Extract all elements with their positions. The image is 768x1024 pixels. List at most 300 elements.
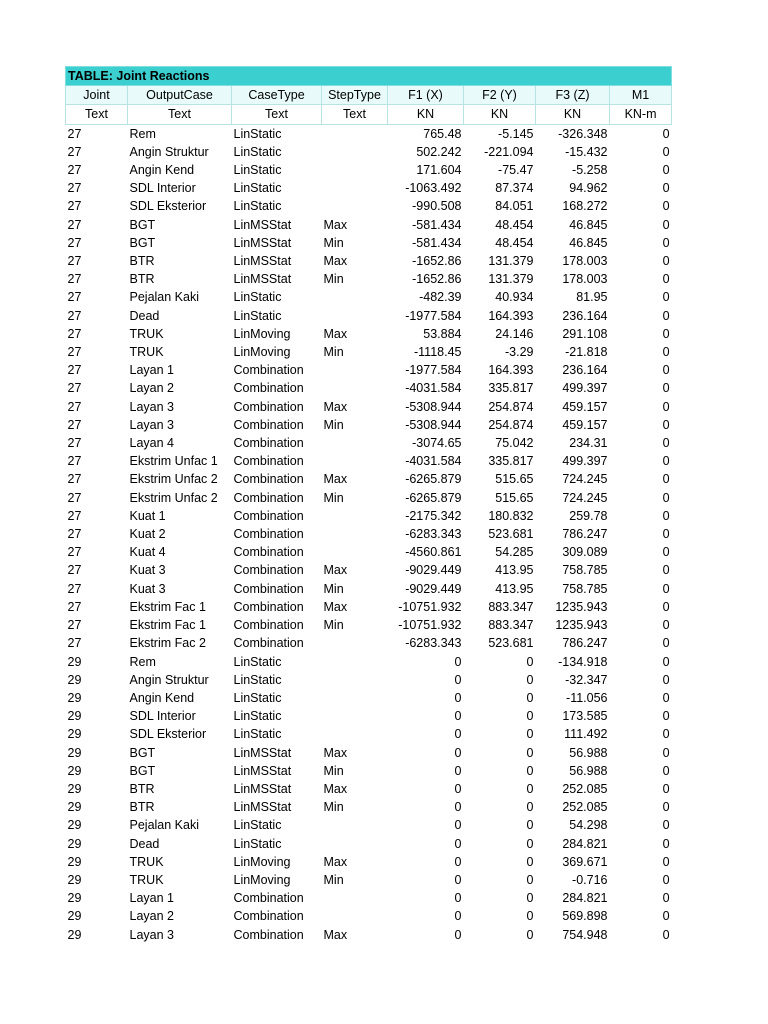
cell-f2-y: 0 [526, 781, 534, 796]
cell-output-case: BTR [129, 272, 155, 287]
cell-f2-y: 515.65 [495, 472, 534, 487]
cell-m1: 0 [662, 326, 670, 341]
cell-m1: 0 [662, 581, 670, 596]
cell-joint: 27 [67, 472, 82, 487]
cell-f3-z: -32.347 [565, 672, 608, 687]
cell-m1: 0 [662, 727, 670, 742]
cell-case-type: LinStatic [233, 181, 282, 196]
cell-output-case: SDL Eksterior [129, 199, 207, 214]
table-row [66, 798, 672, 816]
table-row [66, 434, 672, 452]
table-row [66, 853, 672, 871]
cell-m1: 0 [662, 618, 670, 633]
cell-step-type [322, 907, 388, 925]
cell-joint: 27 [67, 399, 82, 414]
cell-m1: 0 [662, 818, 670, 833]
cell-m1: 0 [662, 854, 670, 869]
cell-m1: 0 [662, 363, 670, 378]
cell-f2-y: 54.285 [495, 545, 534, 560]
cell-f1-x: -4031.584 [405, 454, 462, 469]
cell-f1-x: 0 [454, 672, 462, 687]
cell-f3-z: 252.085 [562, 781, 608, 796]
cell-output-case: BGT [129, 235, 156, 250]
cell-f2-y: 48.454 [495, 235, 534, 250]
cell-f2-y: 0 [526, 854, 534, 869]
column-header-f3-z: F3 (Z) [536, 86, 610, 105]
cell-joint: 27 [67, 381, 82, 396]
cell-f1-x: 53.884 [423, 326, 462, 341]
cell-m1: 0 [662, 472, 670, 487]
cell-case-type: Combination [233, 508, 304, 523]
cell-f1-x: 0 [454, 909, 462, 924]
cell-f3-z: 758.785 [562, 563, 608, 578]
cell-case-type: Combination [233, 618, 304, 633]
cell-output-case: BGT [129, 217, 156, 232]
cell-f3-z: 111.492 [564, 727, 608, 742]
cell-joint: 27 [67, 199, 82, 214]
table-row [66, 525, 672, 543]
cell-step-type: Min [323, 618, 344, 633]
table-row [66, 598, 672, 616]
cell-f3-z: -326.348 [558, 126, 608, 141]
cell-step-type: Min [323, 581, 344, 596]
cell-m1: 0 [662, 181, 670, 196]
cell-step-type [322, 835, 388, 853]
cell-joint: 27 [67, 436, 82, 451]
cell-f3-z: -15.432 [565, 144, 608, 159]
cell-m1: 0 [662, 235, 670, 250]
cell-joint: 27 [67, 417, 82, 432]
cell-m1: 0 [662, 654, 670, 669]
cell-joint: 29 [67, 709, 82, 724]
cell-joint: 27 [67, 618, 82, 633]
cell-f2-y: -5.145 [498, 126, 534, 141]
cell-step-type [322, 124, 388, 143]
cell-joint: 27 [67, 181, 82, 196]
cell-f2-y: 0 [526, 872, 534, 887]
cell-output-case: Rem [129, 654, 156, 669]
cell-case-type: LinMoving [233, 326, 291, 341]
cell-output-case: TRUK [129, 345, 164, 360]
cell-case-type: Combination [233, 891, 304, 906]
cell-f2-y: 0 [526, 891, 534, 906]
cell-joint: 27 [67, 163, 82, 178]
cell-f1-x: 0 [454, 727, 462, 742]
cell-joint: 29 [67, 690, 82, 705]
cell-f2-y: 0 [526, 690, 534, 705]
cell-output-case: BTR [129, 800, 155, 815]
cell-output-case: BGT [129, 745, 156, 760]
cell-m1: 0 [662, 690, 670, 705]
cell-output-case: SDL Interior [129, 181, 196, 196]
table-row [66, 926, 672, 944]
cell-m1: 0 [662, 891, 670, 906]
cell-output-case: Layan 3 [129, 399, 174, 414]
cell-output-case: Angin Kend [129, 163, 195, 178]
cell-f2-y: 0 [526, 709, 534, 724]
cell-m1: 0 [662, 636, 670, 651]
cell-f2-y: 87.374 [495, 181, 534, 196]
cell-m1: 0 [662, 508, 670, 523]
cell-f3-z: 178.003 [562, 272, 608, 287]
unit-header-step-type: Text [322, 105, 388, 124]
cell-f2-y: 0 [526, 927, 534, 942]
cell-f3-z: 168.272 [562, 199, 608, 214]
cell-f3-z: 46.845 [569, 235, 608, 250]
cell-f2-y: 0 [526, 672, 534, 687]
cell-f1-x: -6265.879 [405, 472, 462, 487]
cell-f3-z: 758.785 [562, 581, 608, 596]
cell-f1-x: -2175.342 [405, 508, 462, 523]
cell-f3-z: 1235.943 [555, 618, 608, 633]
cell-joint: 27 [67, 527, 82, 542]
cell-output-case: Ekstrim Fac 1 [129, 599, 206, 614]
cell-f3-z: -21.818 [565, 345, 608, 360]
cell-output-case: Layan 4 [129, 436, 174, 451]
table-row [66, 234, 672, 252]
table-row [66, 689, 672, 707]
cell-f1-x: -482.39 [419, 290, 462, 305]
cell-output-case: Kuat 3 [129, 563, 166, 578]
cell-f3-z: 284.821 [562, 891, 608, 906]
cell-step-type [322, 653, 388, 671]
cell-m1: 0 [662, 163, 670, 178]
cell-f2-y: 413.95 [495, 563, 534, 578]
cell-f3-z: -5.258 [572, 163, 608, 178]
cell-case-type: LinMSStat [233, 235, 292, 250]
cell-f1-x: -9029.449 [405, 581, 462, 596]
cell-case-type: Combination [233, 399, 304, 414]
cell-f1-x: 0 [454, 745, 462, 760]
cell-output-case: SDL Interior [129, 709, 196, 724]
joint-reactions-table [65, 66, 672, 944]
cell-step-type [322, 288, 388, 306]
cell-f1-x: 0 [454, 690, 462, 705]
cell-step-type [322, 543, 388, 561]
cell-f1-x: 0 [454, 854, 462, 869]
table-row [66, 270, 672, 288]
cell-output-case: Ekstrim Fac 1 [129, 618, 206, 633]
cell-case-type: Combination [233, 636, 304, 651]
cell-case-type: Combination [233, 545, 304, 560]
cell-m1: 0 [662, 254, 670, 269]
cell-step-type: Min [323, 490, 344, 505]
table-row [66, 816, 672, 834]
table-row [66, 361, 672, 379]
cell-m1: 0 [662, 763, 670, 778]
cell-m1: 0 [662, 800, 670, 815]
cell-m1: 0 [662, 745, 670, 760]
cell-output-case: Kuat 4 [129, 545, 166, 560]
cell-joint: 27 [67, 217, 82, 232]
cell-m1: 0 [662, 144, 670, 159]
cell-step-type: Max [323, 781, 348, 796]
cell-f2-y: 335.817 [488, 454, 534, 469]
cell-f1-x: -3074.65 [412, 436, 462, 451]
cell-case-type: LinStatic [233, 818, 282, 833]
table-row [66, 124, 672, 143]
table-row [66, 398, 672, 416]
cell-step-type: Max [323, 927, 348, 942]
cell-output-case: Layan 2 [129, 381, 174, 396]
cell-joint: 29 [67, 745, 82, 760]
cell-step-type [322, 725, 388, 743]
cell-case-type: Combination [233, 454, 304, 469]
cell-f2-y: 0 [526, 745, 534, 760]
unit-header-f1-x: KN [388, 105, 464, 124]
cell-step-type: Min [323, 272, 344, 287]
unit-header-row [66, 105, 672, 124]
column-header-output-case: OutputCase [128, 86, 232, 105]
cell-output-case: BTR [129, 781, 155, 796]
cell-m1: 0 [662, 417, 670, 432]
cell-output-case: Ekstrim Unfac 1 [129, 454, 218, 469]
cell-case-type: Combination [233, 927, 304, 942]
cell-m1: 0 [662, 599, 670, 614]
cell-case-type: LinMoving [233, 345, 291, 360]
cell-joint: 29 [67, 781, 82, 796]
cell-joint: 27 [67, 126, 82, 141]
table-row [66, 325, 672, 343]
cell-m1: 0 [662, 436, 670, 451]
cell-f2-y: 131.379 [488, 272, 534, 287]
cell-f3-z: 54.298 [569, 818, 608, 833]
cell-step-type [322, 307, 388, 325]
table-row [66, 871, 672, 889]
cell-f1-x: 0 [454, 654, 462, 669]
cell-m1: 0 [662, 545, 670, 560]
cell-f3-z: 94.962 [569, 181, 608, 196]
cell-case-type: LinStatic [233, 709, 282, 724]
cell-output-case: Pejalan Kaki [129, 818, 199, 833]
cell-step-type [322, 434, 388, 452]
cell-step-type: Max [323, 745, 348, 760]
column-header-f1-x: F1 (X) [388, 86, 464, 105]
cell-f2-y: 0 [526, 654, 534, 669]
cell-case-type: LinMSStat [233, 745, 292, 760]
table-row [66, 707, 672, 725]
cell-output-case: SDL Eksterior [129, 727, 207, 742]
cell-step-type: Min [323, 763, 344, 778]
table-row [66, 835, 672, 853]
cell-step-type [322, 197, 388, 215]
table-row [66, 653, 672, 671]
cell-f1-x: -5308.944 [405, 399, 462, 414]
cell-m1: 0 [662, 217, 670, 232]
cell-step-type: Max [323, 854, 348, 869]
cell-case-type: LinMSStat [233, 800, 292, 815]
cell-step-type: Max [323, 563, 348, 578]
cell-f1-x: -6283.343 [405, 636, 462, 651]
cell-output-case: Kuat 3 [129, 581, 166, 596]
cell-f2-y: 164.393 [488, 363, 534, 378]
cell-m1: 0 [662, 563, 670, 578]
cell-case-type: Combination [233, 381, 304, 396]
cell-m1: 0 [662, 781, 670, 796]
cell-f3-z: 56.988 [569, 745, 608, 760]
cell-f2-y: 180.832 [488, 508, 534, 523]
cell-case-type: Combination [233, 363, 304, 378]
cell-f3-z: 309.089 [562, 545, 608, 560]
column-header-f2-y: F2 (Y) [464, 86, 536, 105]
table-row [66, 179, 672, 197]
cell-joint: 27 [67, 599, 82, 614]
table-row [66, 252, 672, 270]
table-title-row [66, 67, 672, 86]
cell-f3-z: 291.108 [562, 326, 608, 341]
table-row [66, 489, 672, 507]
cell-case-type: LinStatic [233, 308, 282, 323]
table-row [66, 452, 672, 470]
cell-joint: 29 [67, 891, 82, 906]
column-header-row [66, 86, 672, 105]
table-row [66, 780, 672, 798]
cell-case-type: LinMSStat [233, 763, 292, 778]
cell-step-type [322, 179, 388, 197]
cell-f2-y: 523.681 [488, 527, 534, 542]
cell-output-case: Ekstrim Unfac 2 [129, 490, 218, 505]
cell-step-type: Max [323, 399, 348, 414]
cell-m1: 0 [662, 672, 670, 687]
cell-f3-z: -11.056 [566, 690, 608, 705]
cell-f2-y: 164.393 [488, 308, 534, 323]
cell-case-type: Combination [233, 417, 304, 432]
cell-case-type: LinStatic [233, 126, 282, 141]
cell-f1-x: 0 [454, 800, 462, 815]
cell-joint: 27 [67, 290, 82, 305]
cell-f2-y: 883.347 [488, 599, 534, 614]
cell-f1-x: 0 [454, 836, 462, 851]
cell-case-type: LinMSStat [233, 254, 292, 269]
cell-output-case: TRUK [129, 854, 164, 869]
cell-step-type: Min [323, 417, 344, 432]
cell-f2-y: 254.874 [488, 417, 534, 432]
cell-joint: 29 [67, 800, 82, 815]
cell-step-type [322, 671, 388, 689]
cell-m1: 0 [662, 872, 670, 887]
cell-joint: 29 [67, 909, 82, 924]
unit-header-joint: Text [66, 105, 128, 124]
cell-step-type: Min [323, 872, 344, 887]
cell-output-case: Layan 2 [129, 909, 174, 924]
cell-f2-y: 131.379 [488, 254, 534, 269]
cell-step-type [322, 507, 388, 525]
cell-f2-y: 84.051 [495, 199, 534, 214]
cell-f3-z: 178.003 [562, 254, 608, 269]
table-row [66, 161, 672, 179]
cell-case-type: LinStatic [233, 727, 282, 742]
cell-f2-y: -221.094 [484, 144, 534, 159]
cell-m1: 0 [662, 454, 670, 469]
cell-f1-x: -581.434 [412, 235, 462, 250]
cell-f2-y: 0 [526, 763, 534, 778]
table-row [66, 307, 672, 325]
cell-joint: 27 [67, 490, 82, 505]
column-header-case-type: CaseType [232, 86, 322, 105]
cell-f3-z: 459.157 [562, 417, 608, 432]
cell-f3-z: 786.247 [562, 527, 608, 542]
cell-f2-y: 48.454 [495, 217, 534, 232]
cell-case-type: Combination [233, 472, 304, 487]
cell-step-type: Max [323, 254, 348, 269]
cell-f3-z: 459.157 [562, 399, 608, 414]
cell-f1-x: -990.508 [412, 199, 462, 214]
cell-f3-z: 499.397 [562, 381, 608, 396]
cell-step-type [322, 889, 388, 907]
cell-m1: 0 [662, 709, 670, 724]
cell-f1-x: -6283.343 [405, 527, 462, 542]
cell-f1-x: -9029.449 [405, 563, 462, 578]
cell-joint: 27 [67, 345, 82, 360]
table-row [66, 416, 672, 434]
cell-m1: 0 [662, 272, 670, 287]
unit-header-m1: KN-m [610, 105, 672, 124]
table-row [66, 379, 672, 397]
column-header-step-type: StepType [322, 86, 388, 105]
cell-f2-y: 75.042 [495, 436, 534, 451]
cell-f1-x: 502.242 [416, 144, 462, 159]
cell-f1-x: -10751.932 [398, 618, 462, 633]
cell-f3-z: 259.78 [569, 508, 608, 523]
cell-f2-y: 0 [526, 909, 534, 924]
cell-f3-z: 499.397 [562, 454, 608, 469]
cell-f1-x: -10751.932 [398, 599, 462, 614]
cell-step-type [322, 452, 388, 470]
cell-f1-x: 0 [454, 872, 462, 887]
cell-m1: 0 [662, 308, 670, 323]
cell-step-type [322, 361, 388, 379]
cell-output-case: Angin Struktur [129, 144, 209, 159]
cell-step-type: Max [323, 599, 348, 614]
cell-step-type: Max [323, 472, 348, 487]
cell-output-case: TRUK [129, 872, 164, 887]
cell-f1-x: -1118.45 [414, 345, 462, 360]
cell-m1: 0 [662, 345, 670, 360]
cell-step-type: Max [323, 326, 348, 341]
cell-f2-y: 0 [526, 836, 534, 851]
cell-joint: 27 [67, 563, 82, 578]
cell-f3-z: 252.085 [562, 800, 608, 815]
cell-joint: 29 [67, 836, 82, 851]
cell-m1: 0 [662, 199, 670, 214]
cell-case-type: LinStatic [233, 690, 282, 705]
cell-f1-x: -1977.584 [405, 308, 462, 323]
unit-header-f2-y: KN [464, 105, 536, 124]
cell-step-type: Min [323, 235, 344, 250]
cell-step-type [322, 689, 388, 707]
cell-f2-y: -3.29 [505, 345, 534, 360]
cell-joint: 29 [67, 854, 82, 869]
cell-step-type [322, 816, 388, 834]
table-row [66, 616, 672, 634]
cell-f3-z: -0.716 [572, 872, 608, 887]
cell-case-type: Combination [233, 581, 304, 596]
cell-f1-x: 171.604 [416, 163, 462, 178]
cell-case-type: Combination [233, 527, 304, 542]
cell-f3-z: 569.898 [562, 909, 608, 924]
cell-f3-z: 786.247 [562, 636, 608, 651]
cell-m1: 0 [662, 927, 670, 942]
table-row [66, 907, 672, 925]
table-row [66, 762, 672, 780]
cell-step-type: Max [323, 217, 348, 232]
cell-joint: 29 [67, 672, 82, 687]
table-body [66, 124, 672, 944]
cell-f3-z: 724.245 [562, 472, 608, 487]
cell-joint: 29 [67, 763, 82, 778]
table-row [66, 470, 672, 488]
cell-case-type: LinMSStat [233, 781, 292, 796]
